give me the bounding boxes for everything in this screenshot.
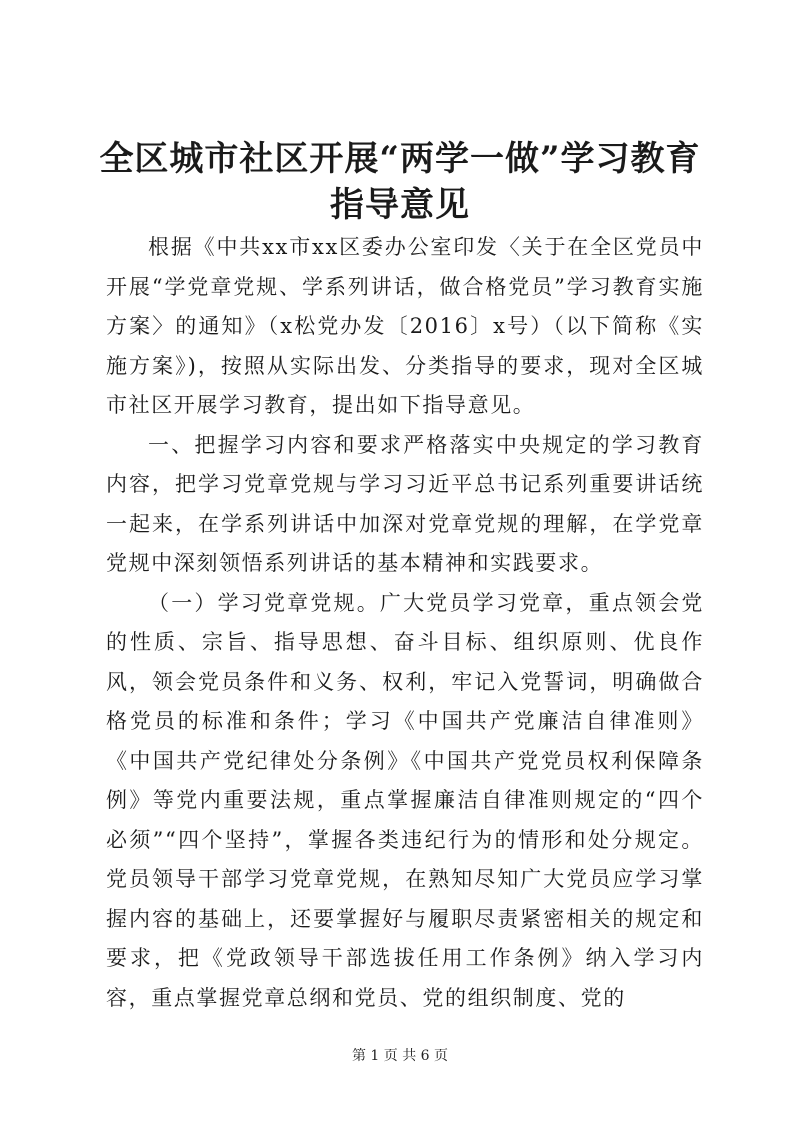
paragraph-section-one: 一、把握学习内容和要求严格落实中央规定的学习教育内容，把学习党章党规与学习习近平总书记系列重要讲话统一起来，在学系列讲话中加深对党章党规的理解，在学党章党规中深刻领悟系列讲话的基本精神和实践要求。 — [106, 432, 704, 575]
document-body — [106, 228, 704, 1018]
document-title: 全区城市社区开展“两学一做”学习教育指导意见 — [99, 139, 701, 225]
paragraph-subsection-one: （一）学习党章党规。广大党员学习党章，重点领会党的性质、宗旨、指导思想、奋斗目标、组织原则、优良作风，领会党员条件和义务、权利，牢记入党誓词，明确做合格党员的标准和条件；学习《中国共产党廉洁自律准则》《中国共产党纪律处分条例》《中国共产党党员权利保障条例》等党内重要法规，重点掌握廉洁自律准则规定的“四个必须”“四个坚持”，掌握各类违纪行为的情形和处分规定。党员领导干部学习党章党规，在熟知尽知广大党员应学习掌握内容的基础上，还要掌握好与履职尽责紧密相关的规定和要求，把《党政领导干部选拔任用工作条例》纳入学习内容，重点掌握党章总纲和党员、党的组织制度、党的 — [106, 590, 704, 1010]
paragraph-intro: 根据《中共xx市xx区委办公室印发〈关于在全区党员中开展“学党章党规、学系列讲话，做合格党员”学习教育实施方案〉的通知》（x松党办发〔2016〕x号）（以下简称《实施方案》)，按照从实际出发、分类指导的要求，现对全区城市社区开展学习教育，提出如下指导意见。 — [106, 235, 704, 417]
page-number-footer: 第 1 页 共 6 页 — [351, 1048, 449, 1064]
